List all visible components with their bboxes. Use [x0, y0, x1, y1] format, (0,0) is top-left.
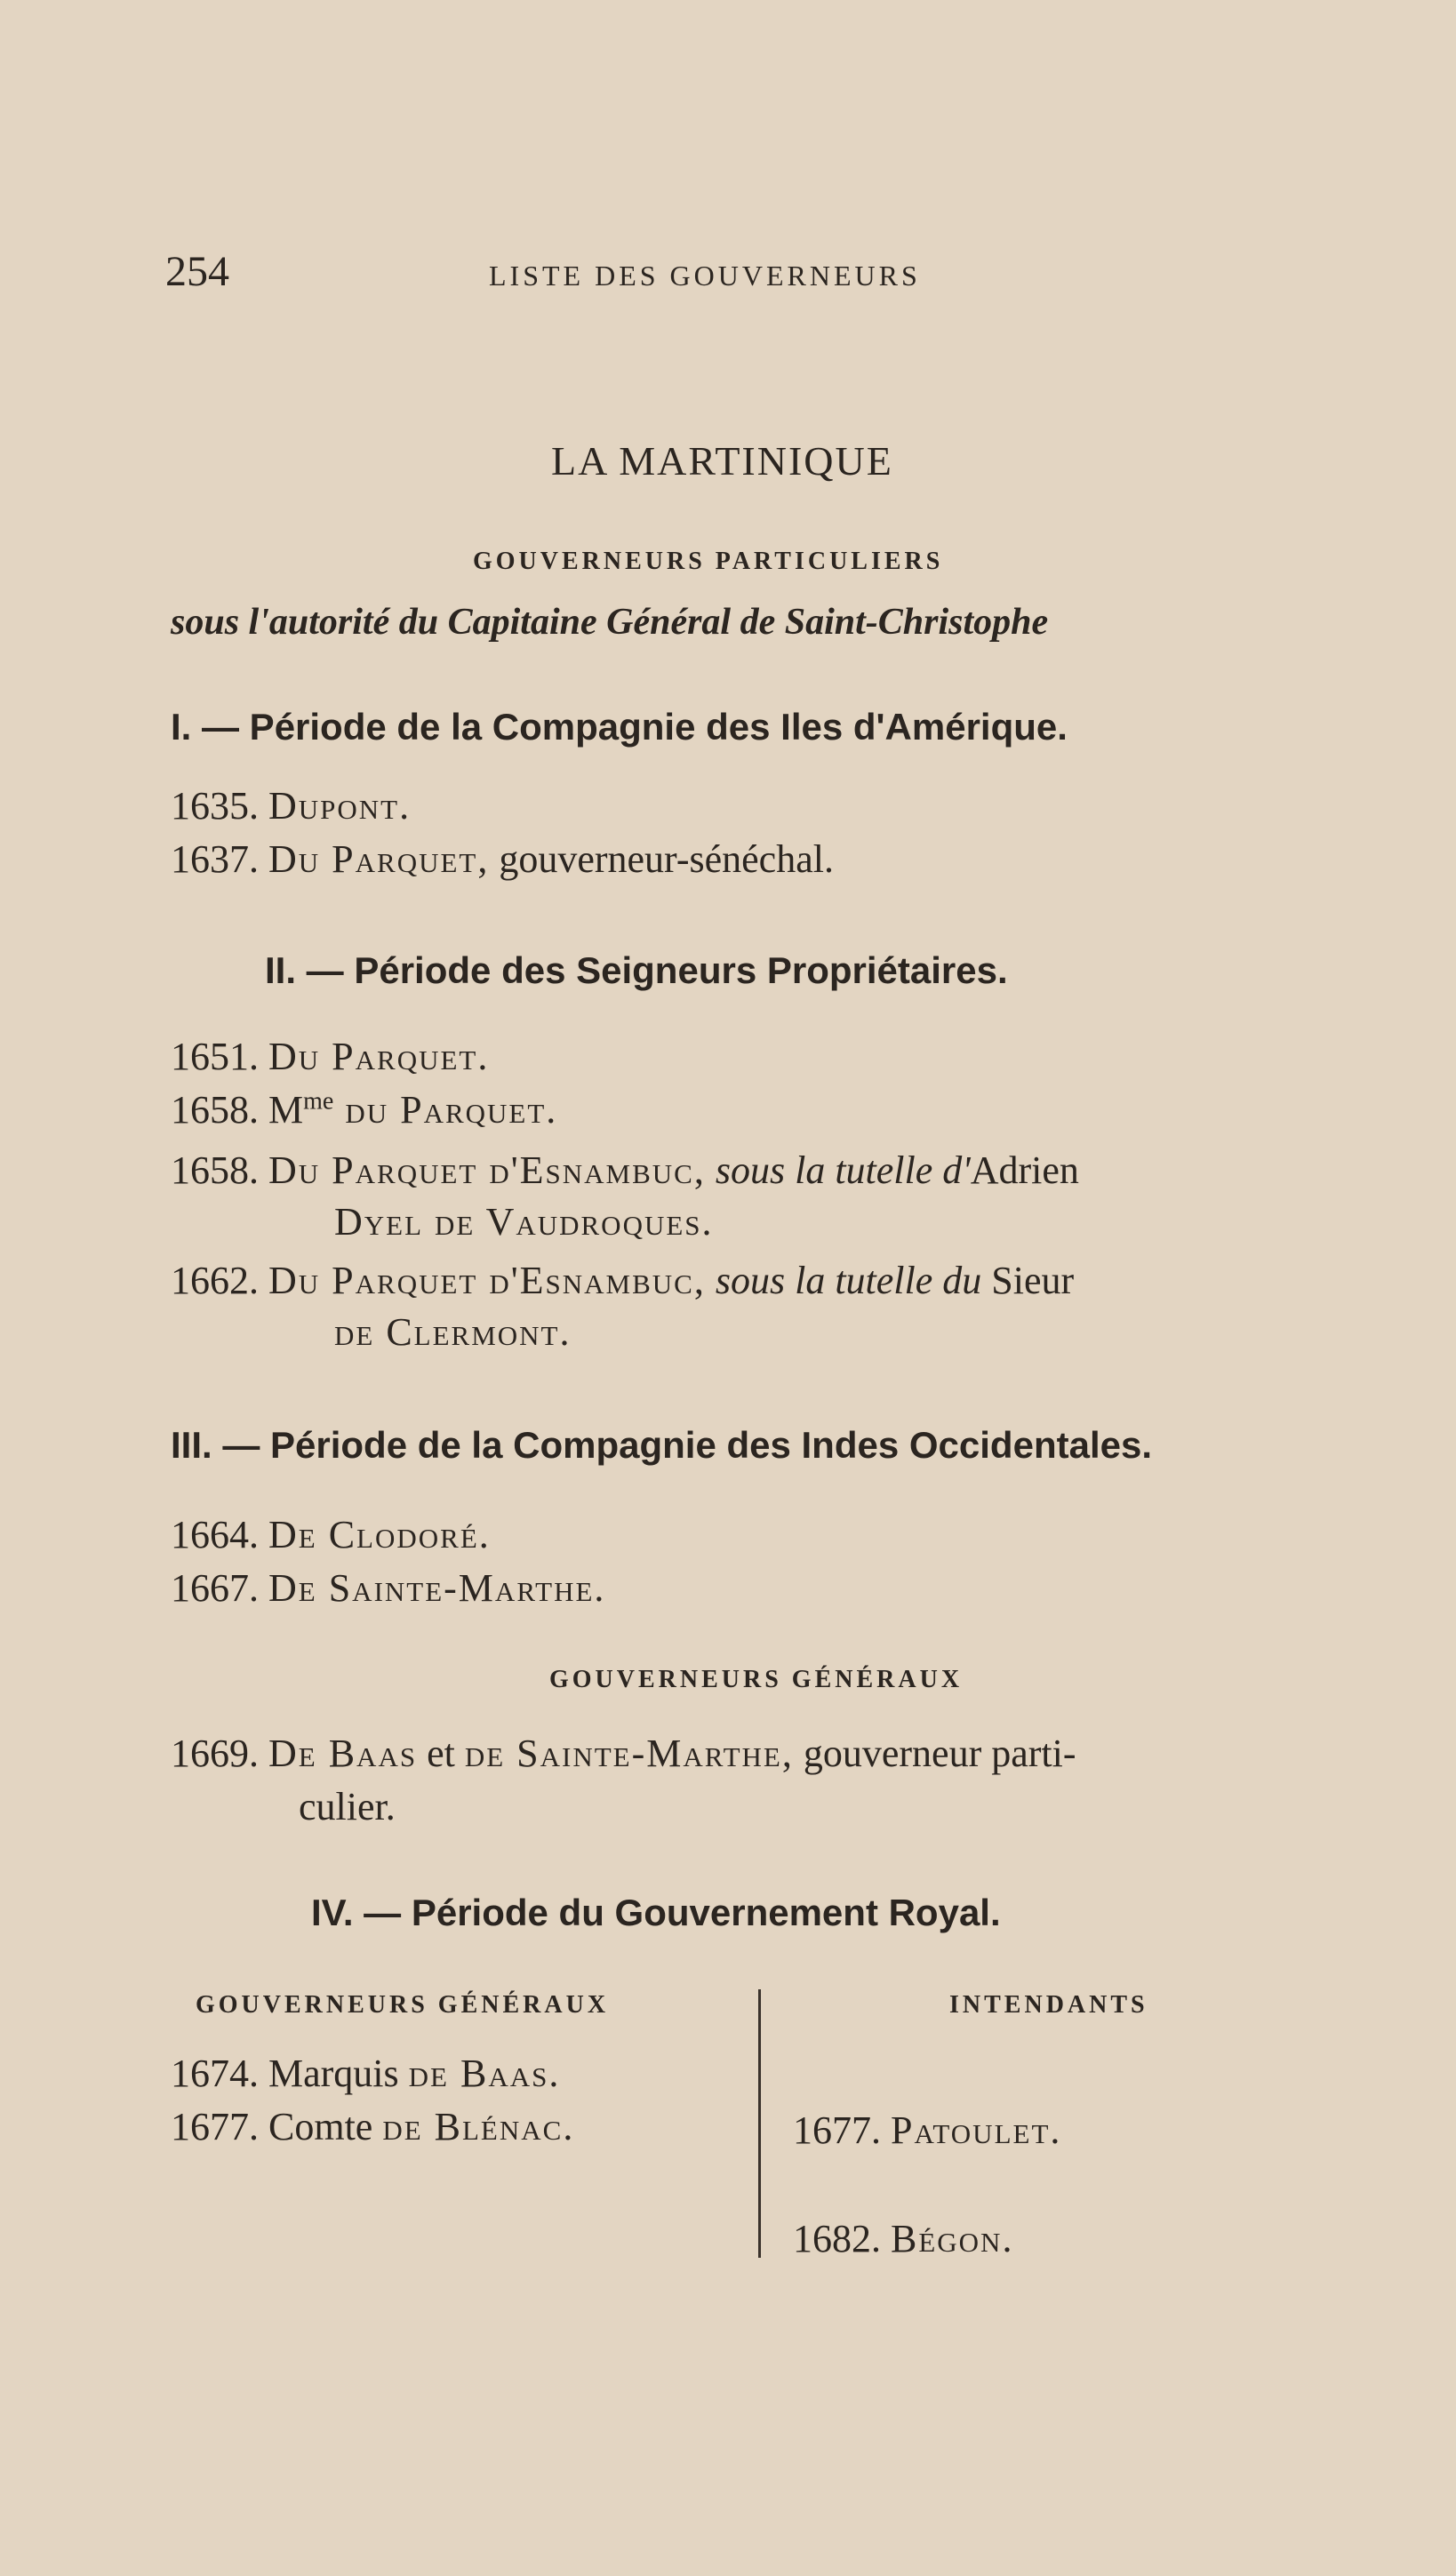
entry-text: gouverneur parti- — [793, 1732, 1076, 1775]
entry-1682 — [793, 2215, 1013, 2263]
entry-name: De Clodoré. — [268, 1513, 491, 1556]
entry-name: De Baas — [268, 1732, 418, 1775]
entry-name: de Blénac. — [382, 2105, 575, 2148]
entry-prefix: M — [268, 1088, 304, 1132]
running-title: LISTE DES GOUVERNEURS — [489, 260, 921, 292]
entry-year: 1658. — [171, 1088, 259, 1132]
column-header-gouverneurs: GOUVERNEURS GÉNÉRAUX — [196, 1991, 610, 2019]
entry-year: 1667. — [171, 1566, 259, 1610]
section-heading-2: II. — Période des Seigneurs Propriétaires. — [265, 949, 1008, 991]
entry-year: 1677. — [171, 2105, 259, 2148]
entry-year: 1682. — [793, 2217, 881, 2260]
page-title: LA MARTINIQUE — [551, 438, 893, 484]
entry-name: Du Parquet d'Esnambuc, — [268, 1148, 706, 1192]
entry-1669 — [171, 1730, 1076, 1778]
entry-name: du Parquet. — [333, 1088, 558, 1132]
entry-name: Patoulet. — [891, 2108, 1062, 2152]
entry-name: Du Parquet d'Esnambuc, — [268, 1259, 706, 1302]
entry-superscript: me — [303, 1087, 334, 1116]
entry-title: Marquis — [268, 2052, 409, 2095]
entry-name-2: de Sainte-Marthe, — [464, 1732, 794, 1775]
entry-1669-continuation: culier. — [299, 1785, 396, 1828]
entry-year: 1674. — [171, 2052, 259, 2095]
section-heading-4: IV. — Période du Gouvernement Royal. — [311, 1892, 1001, 1933]
entry-text: Sieur — [981, 1259, 1075, 1302]
page-number: 254 — [165, 248, 229, 295]
entry-year: 1651. — [171, 1035, 259, 1078]
entry-text: gouverneur-sénéchal. — [489, 837, 834, 881]
entry-title: Comte — [268, 2105, 383, 2148]
entry-1662 — [171, 1257, 1074, 1305]
entry-1658a — [171, 1086, 557, 1134]
entry-1667 — [171, 1564, 605, 1612]
entry-name: de Baas. — [408, 2052, 561, 2095]
entry-1677-left — [171, 2103, 574, 2151]
subtitle-gouverneurs-particuliers: GOUVERNEURS PARTICULIERS — [473, 548, 944, 575]
entry-1674 — [171, 2050, 560, 2098]
entry-italic: sous la tutelle d' — [705, 1148, 971, 1192]
entry-year: 1658. — [171, 1148, 259, 1192]
entry-1662-continuation: de Clermont. — [334, 1310, 572, 1354]
entry-year: 1662. — [171, 1259, 259, 1302]
subheading-gouverneurs-generaux: GOUVERNEURS GÉNÉRAUX — [549, 1666, 964, 1693]
column-header-intendants: INTENDANTS — [949, 1991, 1148, 2019]
entry-year: 1664. — [171, 1513, 259, 1556]
entry-year: 1637. — [171, 837, 259, 881]
entry-1664 — [171, 1511, 491, 1559]
entry-1635 — [171, 782, 411, 830]
entry-1637 — [171, 836, 834, 884]
entry-1658b — [171, 1147, 1079, 1195]
entry-1677-right — [793, 2107, 1061, 2155]
section-heading-3: III. — Période de la Compagnie des Indes Occidentales. — [171, 1424, 1152, 1466]
entry-1651 — [171, 1033, 489, 1081]
entry-name: Du Parquet, — [268, 837, 490, 881]
column-divider — [758, 1989, 761, 2258]
entry-1658b-continuation: Dyel de Vaudroques. — [334, 1200, 714, 1244]
section-heading-1: I. — Période de la Compagnie des Iles d'Amérique. — [171, 706, 1068, 748]
entry-year: 1635. — [171, 784, 259, 828]
entry-italic: sous la tutelle du — [705, 1259, 982, 1302]
entry-year: 1677. — [793, 2108, 881, 2152]
entry-year: 1669. — [171, 1732, 259, 1775]
entry-text: et — [417, 1732, 465, 1775]
entry-name: Dupont. — [268, 784, 412, 828]
entry-name: Bégon. — [891, 2217, 1014, 2260]
entry-name: De Sainte-Marthe. — [268, 1566, 606, 1610]
entry-name: Du Parquet. — [268, 1035, 490, 1078]
entry-text: Adrien — [970, 1148, 1079, 1192]
subtitle-authority: sous l'autorité du Capitaine Général de Saint-Christophe — [171, 602, 1049, 643]
